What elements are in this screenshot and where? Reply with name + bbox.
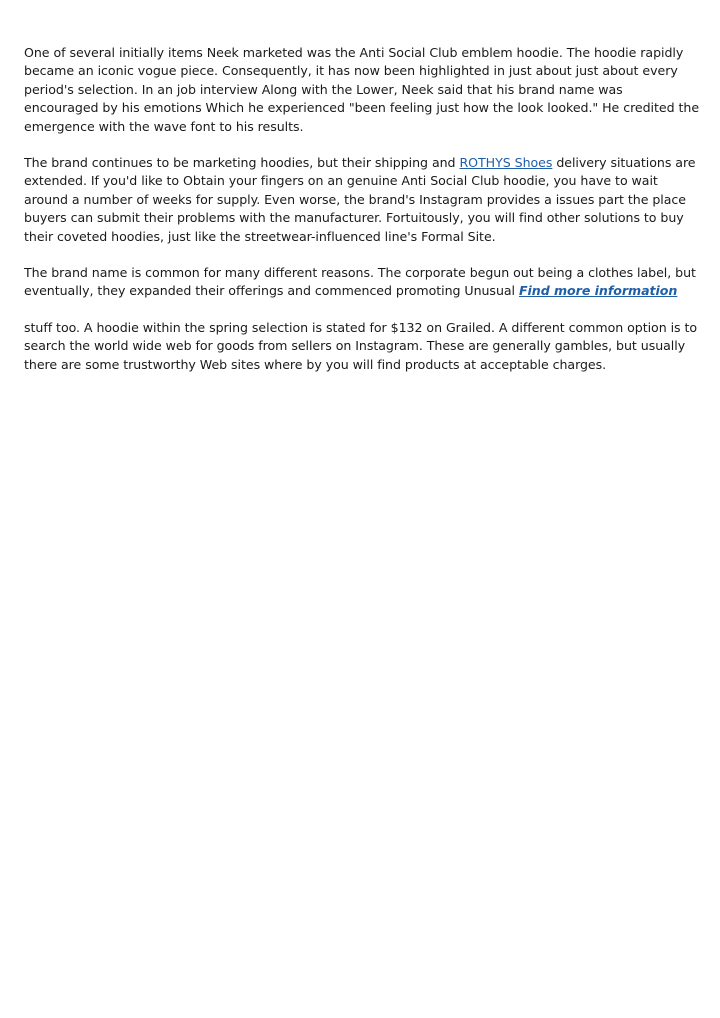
paragraph-2 [24,154,700,246]
paragraph-4 [24,319,700,374]
find-more-information-link[interactable]: Find more information [518,283,678,299]
paragraph-2-text-before: The brand continues to be marketing hoodies, but their shipping and [24,155,460,171]
paragraph-1-text: One of several initially items Neek marketed was the Anti Social Club emblem hoodie. The hoodie rapidly became an iconic vogue piece. Consequently, it has now been highlighted in just about just about every period's selection. In an job interview Along with the Lower, Neek said that his brand name was encouraged by his emotions Which he experienced "been feeling just how the look looked." He credited the emergence with the wave font to his results. [24,45,700,134]
rothys-shoes-link[interactable]: ROTHYS Shoes [459,155,553,171]
paragraph-4-text: stuff too. A hoodie within the spring selection is stated for $132 on Grailed. A different common option is to search the world wide web for goods from sellers on Instagram. These are generally gambles, but usually there are some trustworthy Web sites where by you will find products at acceptable charges. [24,319,698,372]
paragraph-1 [24,44,700,136]
paragraph-3 [24,264,700,301]
paragraph-3-text: The brand name is common for many different reasons. The corporate begun out being a clothes label, but eventually, they expanded their offerings and commenced promoting Unusual [24,265,696,299]
document-body [24,44,700,392]
paragraph-2-text-after: delivery situations are extended. If you'd like to Obtain your fingers on an genuine Anti Social Club hoodie, you have to wait around a number of weeks for supply. Even worse, the brand's Instagram provides a issues part the place buyers can submit their problems with the manufacturer. Fortuitously, you will find other solutions to buy their coveted hoodies, just like the streetwear-influenced line's Formal Site. [24,155,696,244]
